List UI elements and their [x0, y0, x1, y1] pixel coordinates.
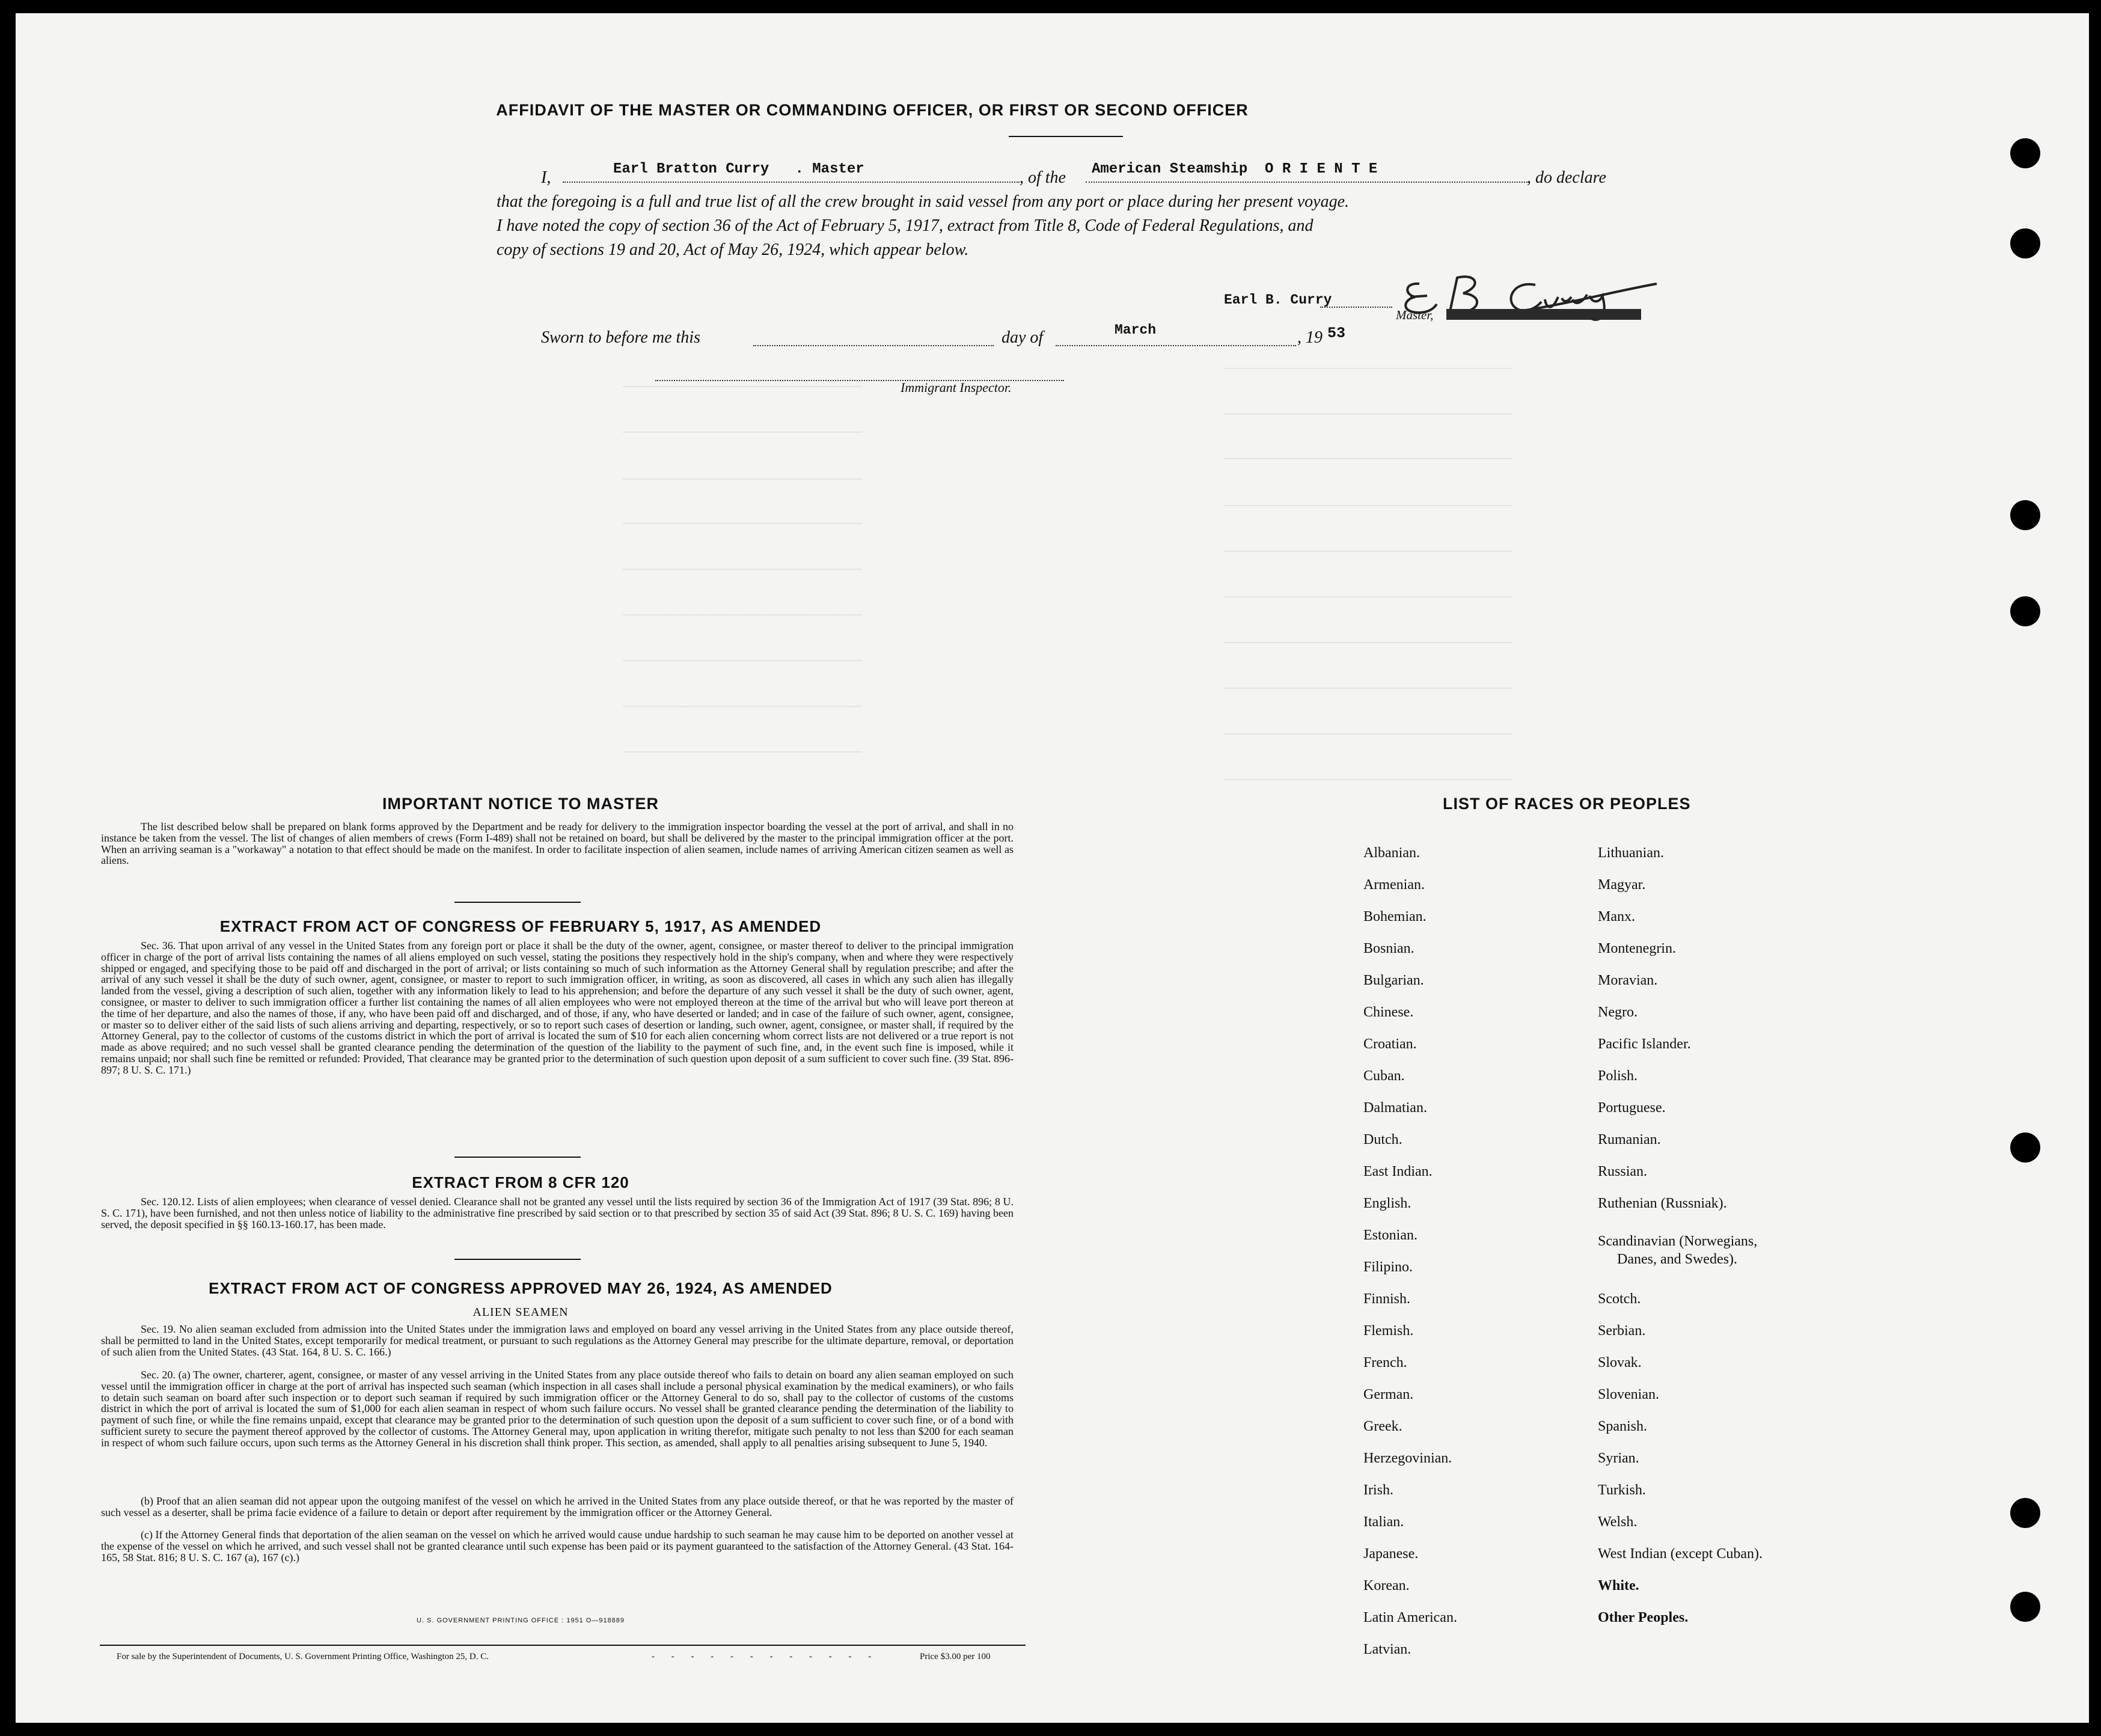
affidavit-body-line: I have noted the copy of section 36 of the Act of February 5, 1917, extract from Title 8, Code of Federal Regulations, and	[497, 216, 1314, 235]
cfr-text: Sec. 120.12. Lists of alien employees; when clearance of vessel denied. Clearance shall not be granted any vessel until the lists required by section 36 of the Immigration Act of 1917 (39 Stat. 896; 8 U. S. C. 171), have been furnished, and not then unless notice of liability to the administrative fine prescribed by said section or to that prescribed by section 35 of said Act (39 Stat. 896; 8 U. S. C. 169) having been served, the deposit specified in §§ 160.13-160.17, has been made.	[101, 1196, 1014, 1230]
punch-hole	[2010, 138, 2040, 168]
race-item: French.	[1363, 1355, 1407, 1371]
race-item: Pacific Islander.	[1598, 1036, 1691, 1052]
name-fill-line	[563, 182, 1020, 183]
affidavit-body-line: copy of sections 19 and 20, Act of May 26, 1924, which appear below.	[497, 240, 969, 259]
punch-hole	[2010, 1592, 2040, 1622]
day-of-label: day of	[1002, 328, 1044, 347]
race-item: Albanian.	[1363, 845, 1420, 861]
divider	[454, 1157, 581, 1158]
race-item: White.	[1598, 1578, 1639, 1594]
race-item: Syrian.	[1598, 1450, 1639, 1466]
master-label: Master,	[1396, 308, 1434, 322]
race-item: Russian.	[1598, 1164, 1648, 1179]
notice-title: IMPORTANT NOTICE TO MASTER	[382, 795, 659, 813]
vessel-name-typed: American Steamship O R I E N T E	[1092, 161, 1378, 177]
section-20b-text: (b) Proof that an alien seaman did not appear upon the outgoing manifest of the vessel on which he arrived in the United States from any place outside thereof, or that he was reported by the master of such vessel as a deserter, shall be prima facie evidence of a failure to detain or deport after requirement by the immigration officer or the Attorney General.	[101, 1495, 1014, 1518]
race-item: Dutch.	[1363, 1132, 1402, 1148]
race-item: Montenegrin.	[1598, 941, 1676, 956]
race-item: Negro.	[1598, 1004, 1638, 1020]
master-name-typed: Earl Bratton Curry . Master	[613, 161, 864, 177]
signature-fill-line	[1320, 307, 1392, 308]
month-typed: March	[1115, 322, 1157, 338]
race-item: Armenian.	[1363, 877, 1425, 893]
alien-seamen-subtitle: ALIEN SEAMEN	[472, 1306, 569, 1319]
struck-title-bar	[1446, 309, 1641, 320]
year-prefix: , 19	[1297, 328, 1323, 347]
race-item: Japanese.	[1363, 1546, 1419, 1562]
race-item: Portuguese.	[1598, 1100, 1666, 1116]
race-item: Latin American.	[1363, 1610, 1457, 1625]
race-item: Moravian.	[1598, 973, 1658, 988]
race-item: German.	[1363, 1387, 1414, 1402]
race-item: Rumanian.	[1598, 1132, 1661, 1148]
punch-hole	[2010, 596, 2040, 626]
affidavit-body-line: that the foregoing is a full and true list of all the crew brought in said vessel from any port or place during her present voyage.	[497, 192, 1350, 211]
race-item: Greek.	[1363, 1419, 1402, 1434]
sworn-label: Sworn to before me this	[541, 328, 700, 347]
race-item: Chinese.	[1363, 1004, 1414, 1020]
race-item: Dalmatian.	[1363, 1100, 1427, 1116]
race-item: Estonian.	[1363, 1227, 1417, 1243]
race-item: Latvian.	[1363, 1642, 1411, 1657]
section-20a-text: Sec. 20. (a) The owner, charterer, agent, consignee, or master of any vessel arriving in the United States from any place outside thereof who fails to detain on board any alien seaman employed on such vessel until the immigration officer in charge at the port of arrival has inspected such seaman (which inspection in all cases shall include a personal physical examination by the medical examiners), or who fails to detain such seaman on board after such inspection or to deport such seaman if required by such immigration officer or the Attorney General to do so, shall pay to the collector of customs of the customs district in which the port of arrival is located the sum of $1,000 for each alien seaman in respect of whom such failure occurs. No vessel shall be granted clearance pending the determination of the liability to payment of such fine, or while the fine remains unpaid, except that clearance may be granted prior to the determination of such question upon the deposit of a sum sufficient to cover such fine, or of a bond with sufficient surety to secure the payment thereof approved by the collector of customs. The Attorney General may, upon application in writing therefor, mitigate such penalty to not less than $200 for each seaman in respect of whom such failure occurs, upon such terms as the Attorney General in his discretion shall think proper. This section, as amended, shall apply to all penalties arising subsequent to June 5, 1940.	[101, 1369, 1014, 1449]
extract-1924-title: EXTRACT FROM ACT OF CONGRESS APPROVED MAY 26, 1924, AS AMENDED	[209, 1279, 833, 1297]
race-item: Irish.	[1363, 1482, 1393, 1498]
race-item: Finnish.	[1363, 1291, 1411, 1307]
extract-1917-text: Sec. 36. That upon arrival of any vessel in the United States from any foreign port or place it shall be the duty of the owner, agent, consignee, or master thereof to deliver to the principal immigration officer in charge of the port of arrival lists containing the names of all aliens employed on such vessel, stating the positions they respectively hold in the ship's company, when and where they were respectively shipped or engaged, and specifying those to be paid off and discharged in the port of arrival; or lists containing so much of such information as the Attorney General shall by regulation prescribe; and after the arrival of any such vessel it shall be the duty of such owner, agent, consignee, or master to report to such immigration officer, in writing, as soon as discovered, all cases in which any such alien has illegally landed from the vessel, giving a description of such alien, together with any information likely to lead to his apprehension; and before the departure of any such vessel it shall be the duty of such owner, agent, consignee, or master to deliver to such immigration officer a further list containing the names of all alien employees who were not employed thereon at the time of the arrival but who will leave port thereon at the time of her departure, and also the names of those, if any, who have been paid off and discharged, and of those, if any, who have deserted or landed; and in case of the failure of such owner, agent, consignee, or master so to deliver either of the said lists of such aliens arriving and departing, respectively, or so to report such cases of desertion or landing, such owner, agent, consignee, or master shall, if required by the Attorney General, pay to the collector of customs of the customs district in which the port of arrival is located the sum of $10 for each alien concerning whom correct lists are not delivered or a true report is not made as above required; and no such vessel shall be granted clearance pending the determination of the question of the liability to the payment of such fine, and, in the event such fine is imposed, while it remains unpaid; nor shall such fine be remitted or refunded: Provided, That clearance may be granted prior to the determination of such question upon deposit of a sum sufficient to cover such fine. (39 Stat. 896-897; 8 U. S. C. 171.)	[101, 940, 1014, 1076]
race-item: Manx.	[1598, 909, 1635, 925]
race-item: Filipino.	[1363, 1259, 1413, 1275]
race-item: Bohemian.	[1363, 909, 1427, 925]
sworn-day-line	[753, 345, 994, 346]
form-page: ——————————————————————————————————————————————— ——————————————————————————————————————————————— ——————————————————————————————————————————————— ——————————————————————————————————————————————— ——————————————————————————————————————————————— ——————————————————————————————————————————————— ——————————————————————————————————————————————— ——————————————————————————————————————————————— ——————————————————————————————————————————————— ——————————————————————————————————————————————— ——————————————————————————————————————— ——————————————————————————————————————— ——————————————————————————————————————— ——————————————————————————————————————— ——————————————————————————————————————— ——————————————————————————————————————— ——————————————————————————————————————— ——————————————————————————————————————— ——————————————————————————————————————— AFFIDAVIT OF THE MASTER OR COMMANDING OFFICER, OR FIRST OR SECOND OFFICER I, Earl Bratton Curry . Master , of the American Steamship O R I E N T E , do declare that the foregoing is a full and true list of all the crew brought in said vessel from any port or place during her present voyage. I have noted the copy of section 36 of the Act of February 5, 1917, extract from Title 8, Code of Federal Regulations, and copy of sections 19 and 20, Act of May 26, 1924, which appear below. Earl B. Curry Master, Sworn to before me this day of March , 19 53 Immigrant Inspector. IMPORTANT NOTICE TO MASTER The list described below shall be prepared on blank forms approved by the Department and be ready for delivery to the immigration inspector boarding the vessel at the port of arrival, and shall in no instance be taken from the vessel. The list of changes of alien members of crews (Form I-489) shall not be retained on board, but shall be delivered by the master to the principal immigration officer at the port. When an arriving seaman is a "workaway" a notation to that effect should be made on the manifest. In order to facilitate inspection of alien seamen, include names of arriving American citizen seamen as well as aliens. EXTRACT FROM ACT OF CONGRESS OF FEBRUARY 5, 1917, AS AMENDED Sec. 36. That upon arrival of any vessel in the United States from any foreign port or place it shall be the duty of the owner, agent, consignee, or master thereof to deliver to the principal immigration officer in charge of the port of arrival lists containing the names of all aliens employed on such vessel, stating the positions they respectively hold in the ship's company, when and where they were respectively shipped or engaged, and specifying those to be paid off and discharged in the port of arrival; or lists containing so much of such information as the Attorney General shall by regulation prescribe; and after the arrival of any such vessel it shall be the duty of such owner, agent, consignee, or master to report to such immigration officer, in writing, as soon as discovered, all cases in which any such alien has illegally landed from the vessel, giving a description of such alien, together with any information likely to lead to his apprehension; and before the departure of any such vessel it shall be the duty of such owner, agent, consignee, or master to deliver to such immigration officer a further list containing the names of all alien employees who were not employed thereon at the time of the arrival but who will leave port thereon at the time of her departure, and also the names of those, if any, who have been paid off and discharged, and of those, if any, who have deserted or landed; and in case of the failure of such owner, agent, consignee, or master so to deliver either of the said lists of such aliens arriving and departing, respectively, or so to report such cases of desertion or landing, such owner, agent, consignee, or master shall, if required by the Attorney General, pay to the collector of customs of the customs district in which the port of arrival is located the sum of $10 for each alien concerning whom correct lists are not delivered or a true report is not made as above required; and no such vessel shall be granted clearance pending the determination of the question of the liability to the payment of such fine, and, in the event such fine is imposed, while it remains unpaid; nor shall such fine be remitted or refunded: Provided, That clearance may be granted prior to the determination of such question upon deposit of a sum sufficient to cover such fine. (39 Stat. 896-897; 8 U. S. C. 171.) EXTRACT FROM 8 CFR 120 Sec. 120.12. Lists of alien employees; when clearance of vessel denied. Clearance shall not be granted any vessel until the lists required by section 36 of the Immigration Act of 1917 (39 Stat. 896; 8 U. S. C. 171), have been furnished, and not then unless notice of liability to the administrative fine prescribed by said section or to that prescribed by section 35 of said Act (39 Stat. 896; 8 U. S. C. 169) having been served, the deposit specified in §§ 160.13-160.17, has been made. EXTRACT FROM ACT OF CONGRESS APPROVED MAY 26, 1924, AS AMENDED ALIEN SEAMEN Sec. 19. No alien seaman excluded from admission into the United States under the immigration laws and employed on board any vessel arriving in the United States from any place outside thereof, shall be permitted to land in the United States, except temporarily for medical treatment, or pursuant to such regulations as the Attorney General may prescribe for the ultimate departure, removal, or deportation of such alien from the United States. (43 Stat. 164, 8 U. S. C. 166.) Sec. 20. (a) The owner, charterer, agent, consignee, or master of any vessel arriving in the United States from any place outside thereof who fails to detain on board any alien seaman employed on such vessel until the immigration officer in charge at the port of arrival has inspected such seaman (which inspection in all cases shall include a personal physical examination by the medical examiners), or who fails to detain such seaman on board after such inspection or to deport such seaman if required by such immigration officer or the Attorney General to do so, shall pay to the collector of customs of the customs district in which the port of arrival is located the sum of $1,000 for each alien seaman in respect of whom such failure occurs. No vessel shall be granted clearance pending the determination of the liability to payment of such fine, or while the fine remains unpaid, except that clearance may be granted prior to the determination of such question upon the deposit of a sum sufficient to cover such fine, or of a bond with sufficient surety to secure the payment thereof approved by the collector of customs. The Attorney General may, upon application in writing therefor, mitigate such penalty to not less than $200 for each seaman in respect of whom such failure occurs, upon such terms as the Attorney General in his discretion shall think proper. This section, as amended, shall apply to all penalties arising subsequent to June 5, 1940. (b) Proof that an alien seaman did not appear upon the outgoing manifest of the vessel on which he arrived in the United States from any place outside thereof, or that he was reported by the master of such vessel as a deserter, shall be prima facie evidence of a failure to detain or deport after requirement by the immigration officer or the Attorney General. (c) If the Attorney General finds that deportation of the alien seaman on the vessel on which he arrived would cause undue hardship to such seaman he may cause him to be deported on another vessel at the expense of the vessel on which he arrived, and such vessel shall not be granted clearance until such expense has been paid or its payment guaranteed to the satisfaction of the Attorney General. (43 Stat. 164-165, 58 Stat. 816; 8 U. S. C. 167 (a), 167 (c).) U. S. GOVERNMENT PRINTING OFFICE : 1951 O—918889 For sale by the Superintendent of Documents, U. S. Government Printing Office, Washington 25, D. C. - - - - - - - - - - - - Price $3.00 per 100 LIST OF RACES OR PEOPLES Albanian. Armenian. Bohemian. Bosnian. Bulgarian. Chinese. Croatian. Cuban. Dalmatian. Dutch. East Indian. English. Estonian. Filipino. Finnish. Flemish. French. German. Greek. Herzegovinian. Irish. Italian. Japanese. Korean. Latin American. Latvian. Lithuanian. Magyar. Manx. Montenegrin. Moravian. Negro. Pacific Islander. Polish. Portuguese. Rumanian. Russian. Ruthenian (Russniak). Scandinavian (Norwegians, Danes, and Swedes). Scotch. Serbian. Slovak. Slovenian. Spanish. Syrian. Turkish. Welsh. West Indian (except Cuban). White. Other Peoples.	[16, 13, 2089, 1723]
footer-price: Price $3.00 per 100	[920, 1652, 991, 1661]
race-item: Slovenian.	[1598, 1387, 1659, 1402]
race-item: Bosnian.	[1363, 941, 1414, 956]
inspector-label: Immigrant Inspector.	[901, 380, 1012, 395]
extract-1917-title: EXTRACT FROM ACT OF CONGRESS OF FEBRUARY 5, 1917, AS AMENDED	[219, 917, 822, 935]
year-typed: 53	[1327, 325, 1346, 342]
race-item: East Indian.	[1363, 1164, 1433, 1179]
divider	[1009, 136, 1123, 137]
footer-dash-leader: - - - - - - - - - - - -	[652, 1652, 879, 1661]
section-20c-text: (c) If the Attorney General finds that deportation of the alien seaman on the vessel on which he arrived would cause undue hardship to such seaman he may cause him to be deported on another vessel at the expense of the vessel on which he arrived, and such vessel shall not be granted clearance until such expense has been paid or its payment guaranteed to the satisfaction of the Attorney General. (43 Stat. 164-165, 58 Stat. 816; 8 U. S. C. 167 (a), 167 (c).)	[101, 1529, 1014, 1563]
races-title: LIST OF RACES OR PEOPLES	[1443, 795, 1691, 813]
month-fill-line	[1056, 345, 1296, 346]
vessel-fill-line	[1086, 182, 1528, 183]
race-item: Polish.	[1598, 1068, 1638, 1084]
race-item: Turkish.	[1598, 1482, 1646, 1498]
race-item: Slovak.	[1598, 1355, 1642, 1371]
gpo-imprint: U. S. GOVERNMENT PRINTING OFFICE : 1951 O—918889	[416, 1617, 625, 1624]
race-item: Scandinavian (Norwegians,	[1598, 1233, 1758, 1249]
race-item: Korean.	[1363, 1578, 1410, 1594]
divider	[454, 902, 581, 903]
race-item: Spanish.	[1598, 1419, 1648, 1434]
race-item: Herzegovinian.	[1363, 1450, 1452, 1466]
race-item: English.	[1363, 1196, 1411, 1211]
do-declare-label: , do declare	[1527, 168, 1606, 187]
race-item: Danes, and Swedes).	[1617, 1252, 1737, 1267]
punch-hole	[2010, 228, 2040, 258]
race-item: Ruthenian (Russniak).	[1598, 1196, 1727, 1211]
signer-name-typed: Earl B. Curry	[1224, 292, 1332, 308]
footer-rule	[100, 1645, 1026, 1646]
notice-text: The list described below shall be prepared on blank forms approved by the Department and be ready for delivery to the immigration inspector boarding the vessel at the port of arrival, and shall in no instance be taken from the vessel. The list of changes of alien members of crews (Form I-489) shall not be retained on board, but shall be delivered by the master to the principal immigration officer at the port. When an arriving seaman is a "workaway" a notation to that effect should be made on the manifest. In order to facilitate inspection of alien seamen, include names of arriving American citizen seamen as well as aliens.	[101, 821, 1014, 867]
race-item: Flemish.	[1363, 1323, 1414, 1339]
punch-hole	[2010, 1498, 2040, 1528]
race-item: Serbian.	[1598, 1323, 1646, 1339]
race-item: Magyar.	[1598, 877, 1646, 893]
cfr-title: EXTRACT FROM 8 CFR 120	[412, 1173, 629, 1191]
affidavit-title: AFFIDAVIT OF THE MASTER OR COMMANDING OFFICER, OR FIRST OR SECOND OFFICER	[496, 101, 1249, 119]
divider	[454, 1259, 581, 1260]
race-item: Welsh.	[1598, 1514, 1638, 1530]
affidavit-i-label: I,	[541, 168, 551, 187]
race-item: West Indian (except Cuban).	[1598, 1546, 1763, 1562]
race-item: Scotch.	[1598, 1291, 1641, 1307]
of-the-label: , of the	[1020, 168, 1066, 187]
race-item: Italian.	[1363, 1514, 1404, 1530]
race-item: Other Peoples.	[1598, 1610, 1689, 1625]
race-item: Bulgarian.	[1363, 973, 1424, 988]
race-item: Cuban.	[1363, 1068, 1405, 1084]
punch-hole	[2010, 500, 2040, 530]
race-item: Lithuanian.	[1598, 845, 1664, 861]
footer-sales-note: For sale by the Superintendent of Documents, U. S. Government Printing Office, Washington 25, D. C.	[117, 1652, 489, 1661]
race-item: Croatian.	[1363, 1036, 1417, 1052]
punch-hole	[2010, 1132, 2040, 1163]
section-19-text: Sec. 19. No alien seaman excluded from admission into the United States under the immigration laws and employed on board any vessel arriving in the United States from any place outside thereof, shall be permitted to land in the United States, except temporarily for medical treatment, or pursuant to such regulations as the Attorney General may prescribe for the ultimate departure, removal, or deportation of such alien from the United States. (43 Stat. 164, 8 U. S. C. 166.)	[101, 1323, 1014, 1358]
